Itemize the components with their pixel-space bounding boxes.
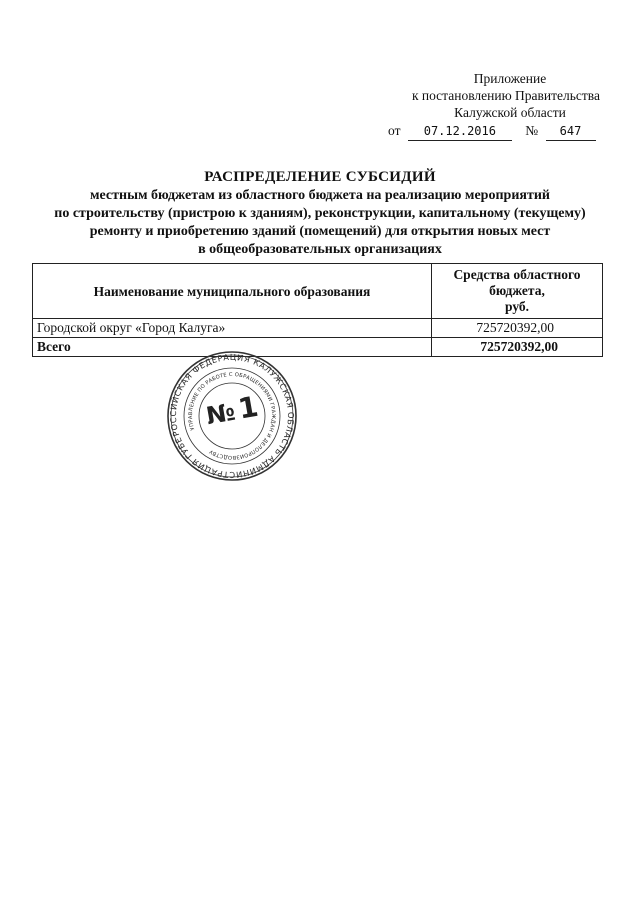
appendix-reference bbox=[380, 122, 600, 141]
column-header-budget bbox=[432, 264, 603, 319]
column-header-budget-line-1: Средства областного bbox=[453, 267, 581, 282]
number-label: № bbox=[525, 123, 539, 138]
resolution-date: 07.12.2016 bbox=[408, 123, 512, 141]
appendix-region-line: Калужской области bbox=[454, 105, 566, 120]
date-label: от bbox=[388, 123, 401, 138]
title-line-4: в общеобразовательных организациях bbox=[198, 242, 442, 257]
title-line-2: по строительству (пристрою к зданиям), реконструкции, капитальному (текущему) bbox=[54, 206, 586, 221]
column-header-budget-line-2: бюджета, bbox=[489, 283, 545, 298]
title-line-1: местным бюджетам из областного бюджета на реализацию мероприятий bbox=[90, 188, 550, 203]
stamp-number-sign: № bbox=[204, 397, 238, 431]
table-header-row bbox=[33, 264, 603, 319]
table-total-row bbox=[33, 338, 603, 357]
stamp-number-value: 1 bbox=[235, 389, 261, 426]
document-title bbox=[40, 168, 600, 259]
appendix-resolution-line: к постановлению Правительства bbox=[411, 88, 600, 103]
appendix-header bbox=[380, 70, 600, 141]
page-title: РАСПРЕДЕЛЕНИЕ СУБСИДИЙ bbox=[204, 169, 436, 185]
stamp-outer-text: РОССИЙСКАЯ ФЕДЕРАЦИЯ КАЛУЖСКАЯ ОБЛАСТЬ АДМИНИСТРАЦИЯ ГУБЕРНАТОРА bbox=[167, 351, 297, 481]
subsidy-table bbox=[32, 263, 603, 357]
resolution-number: 647 bbox=[546, 123, 596, 141]
column-header-budget-line-3: руб. bbox=[504, 299, 530, 314]
stamp-inner-text: УПРАВЛЕНИЕ ПО РАБОТЕ С ОБРАЩЕНИЯМИ ГРАЖДАН И ДЕЛОПРОИЗВОДСТВУ bbox=[187, 371, 277, 461]
appendix-label: Приложение bbox=[473, 71, 547, 86]
municipality-name: Городской округ «Город Калуга» bbox=[33, 319, 432, 338]
official-stamp bbox=[166, 350, 298, 482]
total-label: Всего bbox=[33, 338, 432, 357]
total-amount: 725720392,00 bbox=[432, 338, 603, 357]
title-line-3: ремонту и приобретению зданий (помещений) для открытия новых мест bbox=[89, 224, 551, 239]
table-row bbox=[33, 319, 603, 338]
subsidy-amount: 725720392,00 bbox=[432, 319, 603, 338]
column-header-municipality: Наименование муниципального образования bbox=[33, 264, 432, 319]
